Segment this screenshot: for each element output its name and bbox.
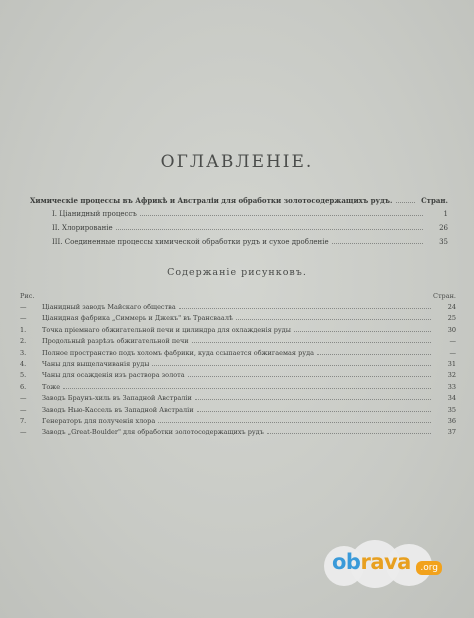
figure-label: Полное пространство подъ холомъ фабрики, куда ссыпается обжигаемая руда — [42, 348, 314, 357]
figure-label: Заводъ „Great-Boulder" для обработки золотосодержащихъ рудъ — [42, 428, 264, 437]
figure-number: — — [20, 314, 27, 323]
toc-header-row — [30, 194, 448, 207]
figure-page: 35 — [447, 405, 456, 414]
toc-item-label: I. Ціанидный процессъ — [52, 210, 137, 218]
toc-item-page: 1 — [443, 210, 448, 218]
figure-page: 24 — [447, 303, 456, 311]
leader-dots — [116, 221, 423, 230]
leader-dots — [179, 301, 431, 309]
toc-item-page: 26 — [439, 224, 448, 232]
leader-dots — [140, 207, 423, 216]
figure-number: 2. — [20, 337, 27, 346]
figure-row — [20, 312, 456, 323]
toc-item-page: 35 — [439, 238, 448, 246]
leader-dots — [267, 426, 431, 434]
leader-dots — [197, 404, 431, 412]
figure-page: — — [449, 348, 456, 357]
leader-dots — [317, 347, 431, 355]
page-title: ОГЛАВЛЕНІЕ. — [160, 152, 314, 172]
figure-page: 32 — [447, 371, 456, 380]
figures-col-left: Рис. — [20, 292, 35, 300]
logo-tld: .org — [416, 561, 442, 575]
figure-label: Точка пріемнаго обжигательной печи и цилиндра для охлажденія руды — [42, 325, 291, 334]
figures-list — [20, 292, 456, 438]
leader-dots — [63, 381, 431, 389]
leader-dots — [195, 392, 431, 400]
leader-dots — [188, 369, 431, 377]
figure-number: 3. — [20, 348, 27, 357]
leader-dots — [332, 235, 423, 244]
figure-label: Ціанидная фабрика „Симмерь и Джекъ" въ Трансваалѣ — [42, 314, 233, 323]
figure-label: Заводъ Браунъ-хиль въ Западной Австраліи — [42, 394, 192, 403]
figures-col-right: Стран. — [432, 292, 456, 300]
leader-dots — [158, 415, 431, 423]
figure-number: — — [20, 394, 27, 403]
figure-label: Генераторъ для полученія хлора — [42, 417, 156, 426]
watermark-logo — [324, 540, 446, 588]
figure-row — [20, 404, 456, 415]
toc-header-label: Химическіе процессы въ Африкѣ и Австраліи для обработки золотосодержащихъ рудъ. — [30, 196, 393, 205]
figure-row — [20, 335, 456, 346]
figure-page: 36 — [447, 417, 456, 426]
figure-page: — — [449, 337, 456, 346]
figure-row — [20, 358, 456, 369]
figure-page: 37 — [447, 428, 456, 437]
leader-dots — [236, 312, 431, 320]
figure-label: Тоже — [42, 382, 61, 391]
figure-row — [20, 301, 456, 312]
leader-dots — [294, 324, 431, 332]
table-of-contents — [30, 194, 448, 249]
figure-label: Заводъ Нью-Кассель въ Западной Австраліи — [42, 405, 194, 414]
figure-label: Чаны для осажденія изъ раствора золота — [42, 371, 185, 380]
figure-label: Чаны для выщелачиванія руды — [42, 360, 150, 369]
figure-page: 31 — [447, 360, 456, 369]
logo-text — [332, 550, 411, 574]
figure-row — [20, 381, 456, 392]
figure-number: — — [20, 428, 27, 437]
leader-dots — [152, 358, 431, 366]
toc-item — [30, 221, 448, 235]
figures-column-headers — [20, 292, 456, 301]
figures-title: Содержаніе рисунковъ. — [167, 267, 307, 278]
toc-header-page: Стран. — [421, 196, 448, 205]
figure-number: — — [20, 405, 27, 414]
figure-number: 5. — [20, 371, 27, 380]
figure-label: Ціанидный заводъ Майскаго общества — [42, 303, 176, 311]
figure-page: 33 — [447, 382, 456, 391]
figure-row — [20, 324, 456, 335]
logo-text-part2: rava — [360, 550, 411, 574]
toc-item-label: II. Хлорированіе — [52, 224, 113, 232]
toc-item-label: III. Соединенные процессы химической обработки рудъ и сухое дробленіе — [52, 238, 329, 246]
figure-number: 7. — [20, 417, 27, 426]
figure-number: 4. — [20, 360, 27, 369]
leader-dots — [192, 335, 431, 343]
figure-row — [20, 392, 456, 403]
toc-item — [30, 235, 448, 249]
figure-page: 34 — [447, 394, 456, 403]
figure-page: 30 — [447, 325, 456, 334]
leader-dots — [396, 194, 416, 203]
logo-text-part1: ob — [332, 550, 361, 574]
figure-row — [20, 415, 456, 426]
figure-number: 1. — [20, 325, 27, 334]
figure-row — [20, 426, 456, 437]
figure-page: 25 — [447, 314, 456, 323]
figure-number: 6. — [20, 382, 27, 391]
figure-number: — — [20, 303, 27, 311]
figure-row — [20, 347, 456, 358]
figure-row — [20, 369, 456, 380]
toc-item — [30, 207, 448, 221]
figure-label: Продольный разрѣзъ обжигательной печи — [42, 337, 189, 346]
